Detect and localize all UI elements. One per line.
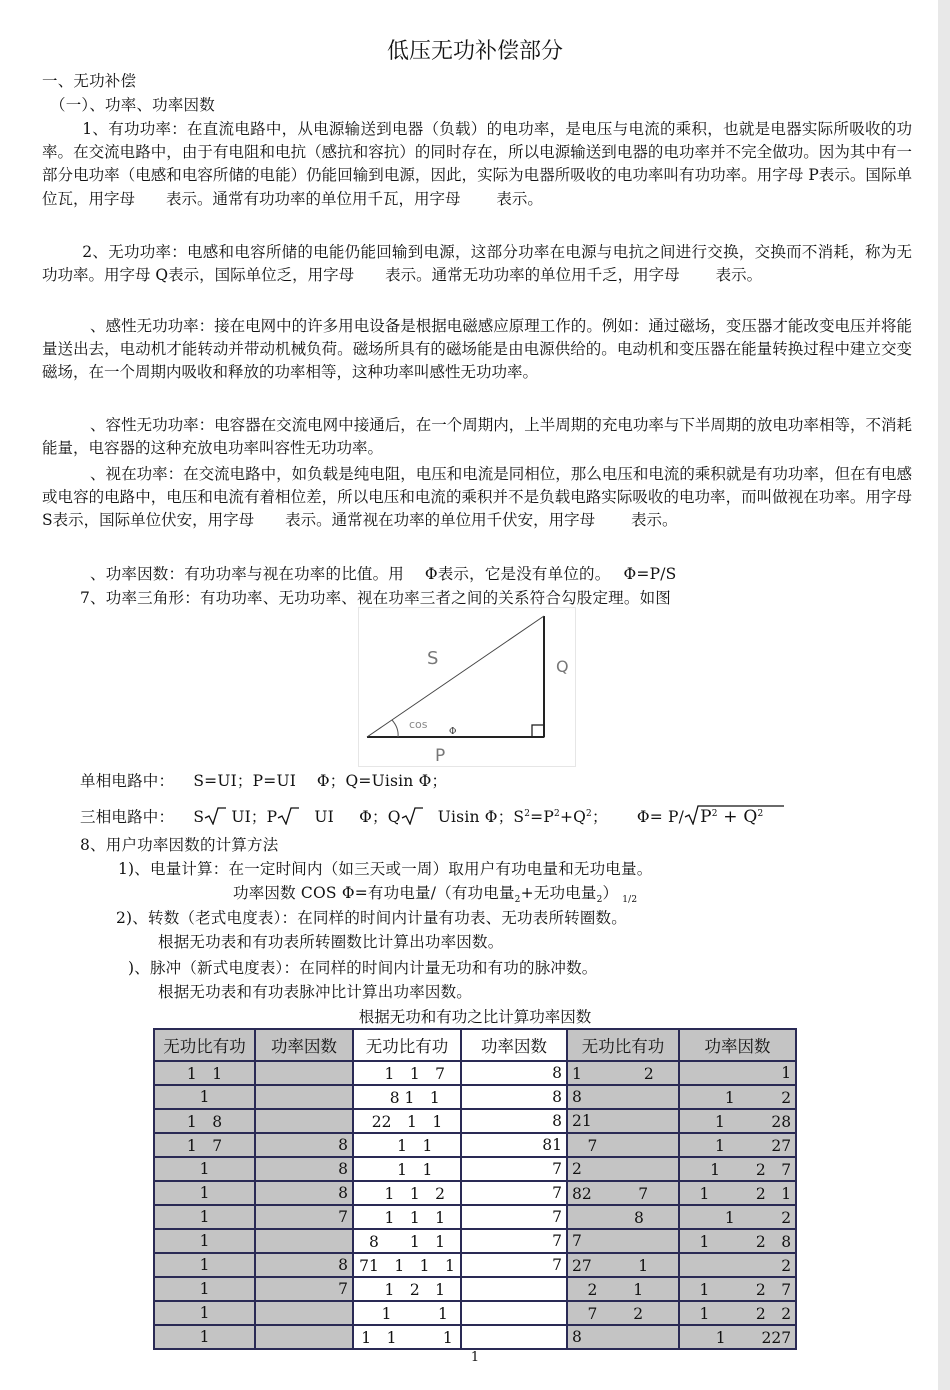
- cell-ratio-1: 1: [154, 1325, 255, 1349]
- method-2: 2)、转数（老式电度表）：在同样的时间内计量有功表、无功表所转圈数。: [116, 909, 627, 927]
- cell-ratio-3: 8: [567, 1085, 679, 1109]
- svg-text:cos: cos: [409, 718, 428, 731]
- header-ratio-1: 无功比有功: [154, 1029, 255, 1061]
- cell-ratio-3: 8: [567, 1205, 679, 1229]
- cell-ratio-3: 2: [567, 1157, 679, 1181]
- paragraph-inductive-reactive: 、感性无功功率：接在电网中的许多用电设备是根据电磁感应原理工作的。例如：通过磁场，变压器才能改变电压并将能量送出去，电动机才能转动并带动机械负荷。磁场所具有的磁场能是由电源供给的。电动机和变压器在能量转换过程中建立交变磁场，在一个周期内吸收和释放的功率相等，这种功率叫感性无功功率。: [42, 317, 912, 382]
- cell-ratio-3: 21: [567, 1109, 679, 1133]
- header-pf-3: 功率因数: [679, 1029, 796, 1061]
- cell-pf-1: 8: [255, 1181, 353, 1205]
- subsection-heading: （一）、功率、功率因数: [50, 96, 215, 114]
- cell-pf-1: 8: [255, 1157, 353, 1181]
- cell-ratio-1: 1 7: [154, 1133, 255, 1157]
- method-3: )、脉冲（新式电度表）：在同样的时间内计量无功和有功的脉冲数。: [128, 959, 598, 977]
- cell-ratio-3: 8: [567, 1325, 679, 1349]
- cell-ratio-3: 1 2: [567, 1061, 679, 1085]
- cell-ratio-2: 1 2 1: [353, 1277, 461, 1301]
- cell-pf-3: 1 27: [679, 1133, 796, 1157]
- cell-ratio-3: 7: [567, 1229, 679, 1253]
- cell-ratio-1: 1: [154, 1277, 255, 1301]
- paragraph-active-power: 1、有功功率：在直流电路中，从电源输送到电器（负载）的电功率，是电压与电流的乘积，也就是电器实际所吸收的功率。在交流电路中，由于有电阻和电抗（感抗和容抗）的同时存在，所以电源输送到电器的电功率并不完全做功。因为其中有一部分电功率（电感和电容所储的电能）仍能回输到电源，因此，实际为电器所吸收的电功率叫有功功率。用字母 P表示。国际单位瓦，用字母 表示。通常有功功率的单位用千瓦，用字母 表示。: [42, 120, 912, 208]
- table-caption: 根据无功和有功之比计算功率因数: [358, 1008, 592, 1026]
- cell-ratio-3: 27 1: [567, 1253, 679, 1277]
- table-row: [154, 1157, 796, 1181]
- table-row: [154, 1133, 796, 1157]
- cell-ratio-2: 1 1 2: [353, 1181, 461, 1205]
- cell-pf-3: 1: [679, 1061, 796, 1085]
- cell-pf-2: 8: [461, 1061, 567, 1085]
- cell-ratio-2: 1 1: [353, 1301, 461, 1325]
- cell-ratio-1: 1: [154, 1229, 255, 1253]
- cell-ratio-3: 82 7: [567, 1181, 679, 1205]
- cell-pf-3: 1 2: [679, 1205, 796, 1229]
- cell-pf-1: [255, 1229, 353, 1253]
- svg-text:P: P: [435, 746, 446, 766]
- cell-pf-1: 8: [255, 1253, 353, 1277]
- scrollbar-track[interactable]: [938, 0, 950, 1390]
- cell-ratio-1: 1: [154, 1253, 255, 1277]
- cell-pf-1: [255, 1109, 353, 1133]
- table-row: [154, 1109, 796, 1133]
- cell-pf-3: 1 2 8: [679, 1229, 796, 1253]
- single-phase-label: 单相电路中：: [80, 772, 175, 790]
- cell-ratio-2: 22 1 1: [353, 1109, 461, 1133]
- cell-ratio-1: 1: [154, 1301, 255, 1325]
- sqrt-icon: [684, 805, 784, 823]
- cell-pf-3: 2: [679, 1253, 796, 1277]
- page-title: 低压无功补偿部分: [386, 39, 563, 64]
- cell-ratio-1: 1 8: [154, 1109, 255, 1133]
- cell-pf-3: 1 28: [679, 1109, 796, 1133]
- cell-ratio-3: 2 1: [567, 1277, 679, 1301]
- paragraph-power-factor: 、功率因数：有功功率与视在功率的比值。用 Φ表示，它是没有单位的。 Φ=P/S: [90, 565, 677, 583]
- table-row: [154, 1205, 796, 1229]
- cell-ratio-3: 7: [567, 1133, 679, 1157]
- svg-text:Q: Q: [556, 657, 569, 676]
- cell-pf-3: 1 2: [679, 1085, 796, 1109]
- three-phase-label: 三相电路中：: [80, 808, 175, 827]
- cell-pf-3: 1 2 7: [679, 1277, 796, 1301]
- cell-pf-3: 1 2 2: [679, 1301, 796, 1325]
- cell-ratio-1: 1: [154, 1157, 255, 1181]
- cell-pf-1: 8: [255, 1133, 353, 1157]
- method-3-detail: 根据无功表和有功表脉冲比计算出功率因数。: [158, 983, 473, 1001]
- table-row: [154, 1253, 796, 1277]
- cell-pf-3: 1 2 1: [679, 1181, 796, 1205]
- sqrt-icon: [204, 807, 226, 825]
- cell-pf-2: 7: [461, 1157, 567, 1181]
- cell-pf-2: 7: [461, 1205, 567, 1229]
- cell-ratio-2: 1 1: [353, 1133, 461, 1157]
- cell-pf-1: 7: [255, 1277, 353, 1301]
- header-ratio-3: 无功比有功: [567, 1029, 679, 1061]
- method-2-detail: 根据无功表和有功表所转圈数比计算出功率因数。: [158, 933, 504, 951]
- cell-pf-3: 1 2 7: [679, 1157, 796, 1181]
- sqrt-icon: [277, 807, 299, 825]
- paragraph-reactive-power: 2、无功功率：电感和电容所储的电能仍能回输到电源，这部分功率在电源与电抗之间进行交换，交换而不消耗，称为无功功率。用字母 Q表示，国际单位乏，用字母 表示。通常无功功率的单位用千乏，用字母 表示。: [42, 243, 912, 285]
- table-row: [154, 1277, 796, 1301]
- table-row: [154, 1301, 796, 1325]
- table-row: [154, 1085, 796, 1109]
- cell-pf-2: [461, 1277, 567, 1301]
- cell-ratio-2: 1 1 1: [353, 1325, 461, 1349]
- cell-ratio-1: 1: [154, 1085, 255, 1109]
- table-header-row: [154, 1029, 796, 1061]
- single-phase-formula: S=UI；P=UI Φ；Q=Uisin Φ；: [193, 772, 448, 790]
- svg-text:S: S: [427, 648, 439, 669]
- paragraph-power-triangle: 7、功率三角形：有功功率、无功功率、视在功率三者之间的关系符合勾股定理。如图: [80, 589, 671, 607]
- cell-ratio-2: 1 1 1: [353, 1205, 461, 1229]
- cell-ratio-2: 1 1: [353, 1157, 461, 1181]
- header-pf-1: 功率因数: [255, 1029, 353, 1061]
- cell-pf-2: 7: [461, 1253, 567, 1277]
- cell-pf-1: [255, 1085, 353, 1109]
- cell-ratio-2: 1 1 7: [353, 1061, 461, 1085]
- paragraph-capacitive-reactive: 、容性无功功率：电容器在交流电网中接通后，在一个周期内，上半周期的充电功率与下半周期的放电功率相等，不消耗能量，电容器的这种充放电功率叫容性无功功率。: [42, 416, 912, 458]
- cell-pf-2: 8: [461, 1109, 567, 1133]
- method-1: 1)、电量计算：在一定时间内（如三天或一周）取用户有功电量和无功电量。: [118, 860, 653, 878]
- cell-pf-1: 7: [255, 1205, 353, 1229]
- cell-pf-2: 7: [461, 1229, 567, 1253]
- header-ratio-2: 无功比有功: [353, 1029, 461, 1061]
- paragraph-apparent-power: 、视在功率：在交流电路中，如负载是纯电阻，电压和电流是同相位，那么电压和电流的乘积就是有功功率，但在有电感或电容的电路中，电压和电流有着相位差，所以电压和电流的乘积并不是负载电路实际吸收的电功率，而叫做视在功率。用字母 S表示，国际单位伏安，用字母 表示。通常视在功率的单位用千伏安，用字母 表示。: [42, 465, 912, 530]
- triangle-diagram-icon: [359, 608, 575, 766]
- three-phase-line: 三相电路中： S UI；P UI Φ；Q Uisin Φ；$S^2=P^2+Q^2$； Φ= P/ $P^2 + Q^2$: [80, 803, 763, 829]
- table-row: [154, 1229, 796, 1253]
- cell-pf-1: [255, 1061, 353, 1085]
- cell-ratio-1: 1 1: [154, 1061, 255, 1085]
- svg-text:Φ: Φ: [449, 727, 457, 737]
- cell-pf-3: 1 227: [679, 1325, 796, 1349]
- cell-ratio-1: 1: [154, 1181, 255, 1205]
- page-number: 1: [470, 1350, 480, 1365]
- power-factor-table: [153, 1028, 797, 1350]
- table-row: [154, 1181, 796, 1205]
- sqrt-icon: [401, 807, 423, 825]
- header-pf-2: 功率因数: [461, 1029, 567, 1061]
- cell-ratio-1: 1: [154, 1205, 255, 1229]
- cell-ratio-2: 8 1 1: [353, 1229, 461, 1253]
- table-row: [154, 1325, 796, 1349]
- section-8-heading: 8、用户功率因数的计算方法: [80, 836, 279, 854]
- cell-ratio-3: 7 2: [567, 1301, 679, 1325]
- method-1-formula: 功率因数 COS Φ=有功电量/（有功电量$_2$+无功电量$_2$） $_{1/2}$: [233, 884, 638, 906]
- section-heading: 一、无功补偿: [42, 72, 137, 90]
- cell-pf-2: [461, 1325, 567, 1349]
- cell-pf-2: 8: [461, 1085, 567, 1109]
- table-row: [154, 1061, 796, 1085]
- single-phase-line: [80, 770, 447, 793]
- power-triangle-figure: [358, 607, 576, 767]
- cell-ratio-2: 71 1 1 1: [353, 1253, 461, 1277]
- cell-pf-1: [255, 1325, 353, 1349]
- cell-pf-2: 7: [461, 1181, 567, 1205]
- cell-pf-1: [255, 1301, 353, 1325]
- cell-ratio-2: 8 1 1: [353, 1085, 461, 1109]
- cell-pf-2: [461, 1301, 567, 1325]
- table-body: [154, 1061, 796, 1349]
- cell-pf-2: 81: [461, 1133, 567, 1157]
